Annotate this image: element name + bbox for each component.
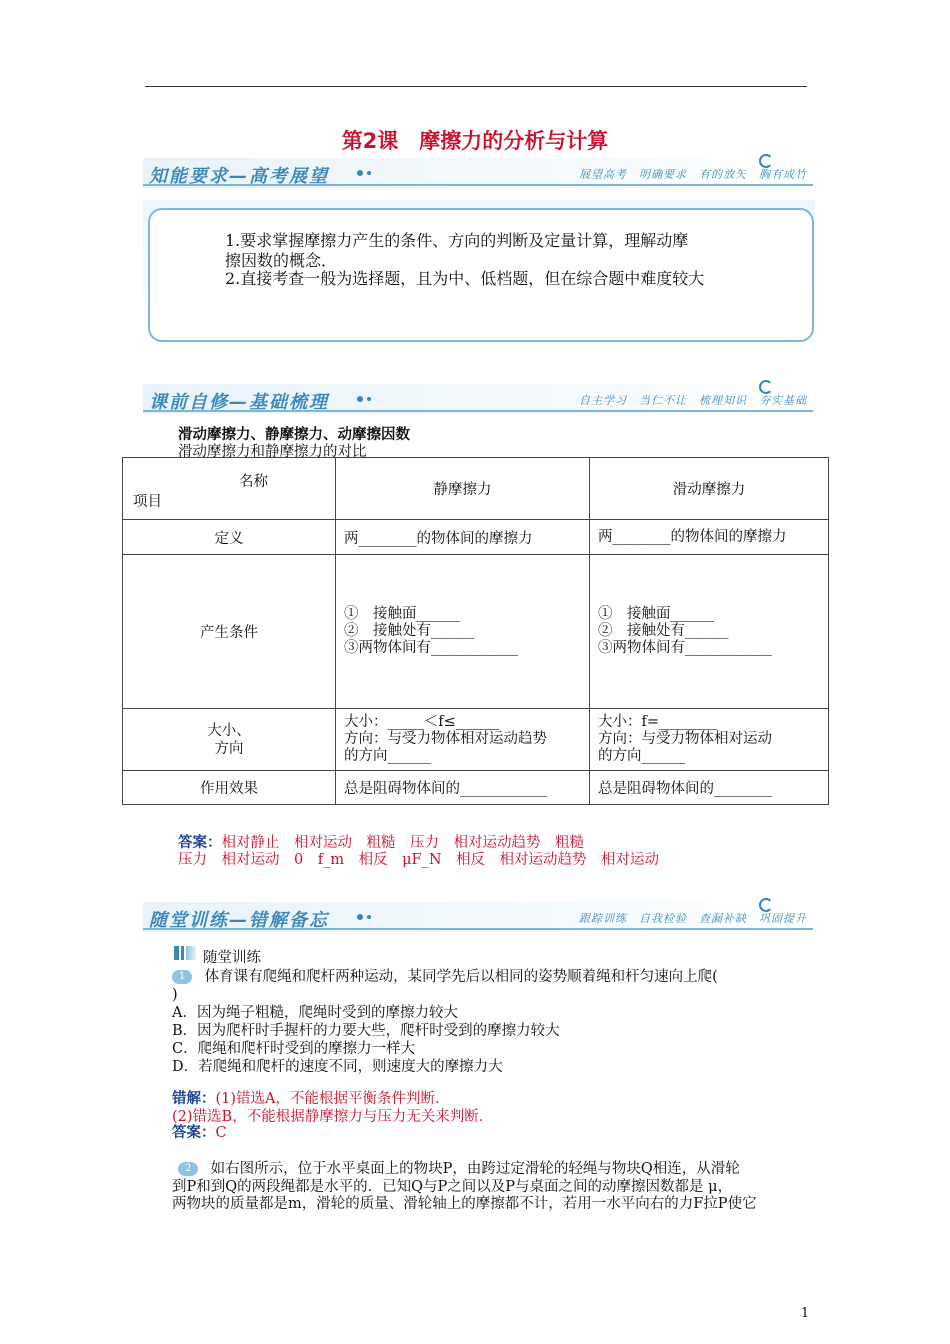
error-prefix: 错解： — [172, 1091, 216, 1107]
cell-line: 的方向______ — [598, 748, 685, 764]
comparison-table — [122, 457, 829, 805]
banner-label: 随堂训练—错解备忘 — [149, 910, 329, 931]
question-number-badge: 1 — [172, 970, 192, 984]
banner-label: 课前自修—基础梳理 — [149, 392, 329, 413]
cell-line: 方向：与受力物体相对运动趋势 — [344, 731, 547, 747]
option-d: D．若爬绳和爬杆的速度不同，则速度大的摩擦力大 — [172, 1059, 503, 1075]
cell-line: ① 接触面______ — [598, 606, 714, 622]
section-heading: 滑动摩擦力、静摩擦力、动摩擦因数 — [178, 427, 410, 443]
question-2-stem — [172, 1160, 740, 1178]
option-a: A．因为绳子粗糙，爬绳时受到的摩擦力较大 — [172, 1005, 458, 1021]
requirement-line: 2.直接考查一般为选择题，且为中、低档题，但在综合题中难度较大 — [225, 269, 705, 288]
error-line — [172, 1090, 450, 1108]
answer-line — [172, 1124, 227, 1142]
table-caption: 滑动摩擦力和静摩擦力的对比 — [178, 444, 367, 460]
cell-line: 大小：_____＜f≤______ — [344, 714, 500, 730]
dot-icon — [357, 170, 363, 176]
answer-line: 压力 相对运动 0 f_m 相反 μF_N 相反 相对运动趋势 相对运动 — [178, 852, 660, 868]
question-text: 如右图所示，位于水平桌面上的物块P，由跨过定滑轮的轻绳与物块Q相连，从滑轮 — [210, 1161, 740, 1177]
requirement-line: 1.要求掌握摩擦力产生的条件、方向的判断及定量计算，理解动摩 — [225, 231, 689, 250]
answer-text: 相对静止 相对运动 粗糙 压力 相对运动趋势 粗糙 — [221, 835, 584, 851]
drill-heading: 随堂训练 — [203, 950, 261, 966]
table-row — [123, 709, 829, 771]
col-sliding: 滑动摩擦力 — [590, 458, 829, 520]
row-label: 定义 — [123, 520, 336, 555]
cell — [336, 555, 590, 709]
cell — [590, 555, 829, 709]
table-row — [123, 520, 829, 555]
cell-line: 方向：与受力物体相对运动 — [598, 731, 772, 747]
cell — [590, 709, 829, 771]
bars-icon — [174, 946, 196, 960]
banner-requirements — [143, 158, 813, 188]
question-1-stem — [172, 968, 718, 986]
answer-text: C — [215, 1125, 227, 1141]
banner-motto: 跟踪训练 自我检验 查漏补缺 巩固提升 — [579, 912, 807, 925]
cell-line: ① 接触面______ — [344, 606, 460, 622]
question-text: 体育课有爬绳和爬杆两种运动，某同学先后以相同的姿势顺着绳和杆匀速向上爬( — [204, 969, 718, 985]
corner-cell — [123, 458, 336, 520]
row-label-line: 方向 — [214, 740, 244, 757]
lesson-title: 第2课 摩擦力的分析与计算 — [341, 129, 609, 153]
table-row — [123, 771, 829, 805]
option-c: C．爬绳和爬杆时受到的摩擦力一样大 — [172, 1041, 416, 1057]
requirement-line: 擦因数的概念． — [225, 251, 338, 270]
row-label: 产生条件 — [123, 555, 336, 709]
dot-icon — [357, 914, 363, 920]
banner-drill — [143, 902, 813, 932]
banner-motto: 自主学习 当仁不让 梳理知识 夯实基础 — [579, 394, 807, 407]
question-2-line: 两物块的质量都是m，滑轮的质量、滑轮轴上的摩擦都不计，若用一水平向右的力F拉P使它 — [172, 1196, 757, 1212]
question-number-badge: 2 — [178, 1162, 198, 1176]
banner-self-study — [143, 384, 813, 414]
corner-bottom-label: 项目 — [133, 494, 162, 510]
question-1-stem-end: ) — [172, 987, 178, 1003]
question-2-line: 到P和到Q的两段绳都是水平的．已知Q与P之间以及P与桌面之间的动摩擦因数都是 μ， — [172, 1179, 733, 1195]
answer-prefix: 答案： — [172, 1125, 216, 1141]
banner-label: 知能要求—高考展望 — [149, 166, 329, 187]
row-label — [123, 709, 336, 771]
dot-icon — [357, 396, 363, 402]
option-b: B．因为爬杆时手握杆的力要大些，爬杆时受到的摩擦力较大 — [172, 1023, 560, 1039]
cell — [336, 709, 590, 771]
cell: 总是阻碍物体间的____________ — [336, 771, 590, 805]
table-header-row — [123, 458, 829, 520]
cell-line: ③两物体间有____________ — [598, 640, 772, 656]
cell-line: ③两物体间有____________ — [344, 640, 518, 656]
dot-icon — [367, 397, 371, 401]
corner-top-label: 名称 — [239, 474, 268, 490]
cell-line: 大小：f=________ — [598, 714, 718, 730]
row-label-line: 大小、 — [207, 722, 251, 739]
answer-prefix: 答案： — [178, 835, 222, 851]
error-text: (1)错选A，不能根据平衡条件判断． — [215, 1091, 450, 1107]
header-rule — [145, 86, 807, 87]
cell: 总是阻碍物体间的________ — [590, 771, 829, 805]
cell-line: ② 接触处有______ — [344, 623, 475, 639]
cell-line: 的方向______ — [344, 748, 431, 764]
row-label: 作用效果 — [123, 771, 336, 805]
error-line: (2)错选B，不能根据静摩擦力与压力无关来判断． — [172, 1109, 494, 1125]
cell: 两________的物体间的摩擦力 — [590, 520, 829, 555]
table-row — [123, 555, 829, 709]
col-static: 静摩擦力 — [336, 458, 590, 520]
cell-line: ② 接触处有______ — [598, 623, 729, 639]
page-number: 1 — [800, 1306, 810, 1321]
banner-motto: 展望高考 明确要求 有的放矢 胸有成竹 — [579, 168, 807, 181]
cell: 两________的物体间的摩擦力 — [336, 520, 590, 555]
dot-icon — [367, 171, 371, 175]
dot-icon — [367, 915, 371, 919]
